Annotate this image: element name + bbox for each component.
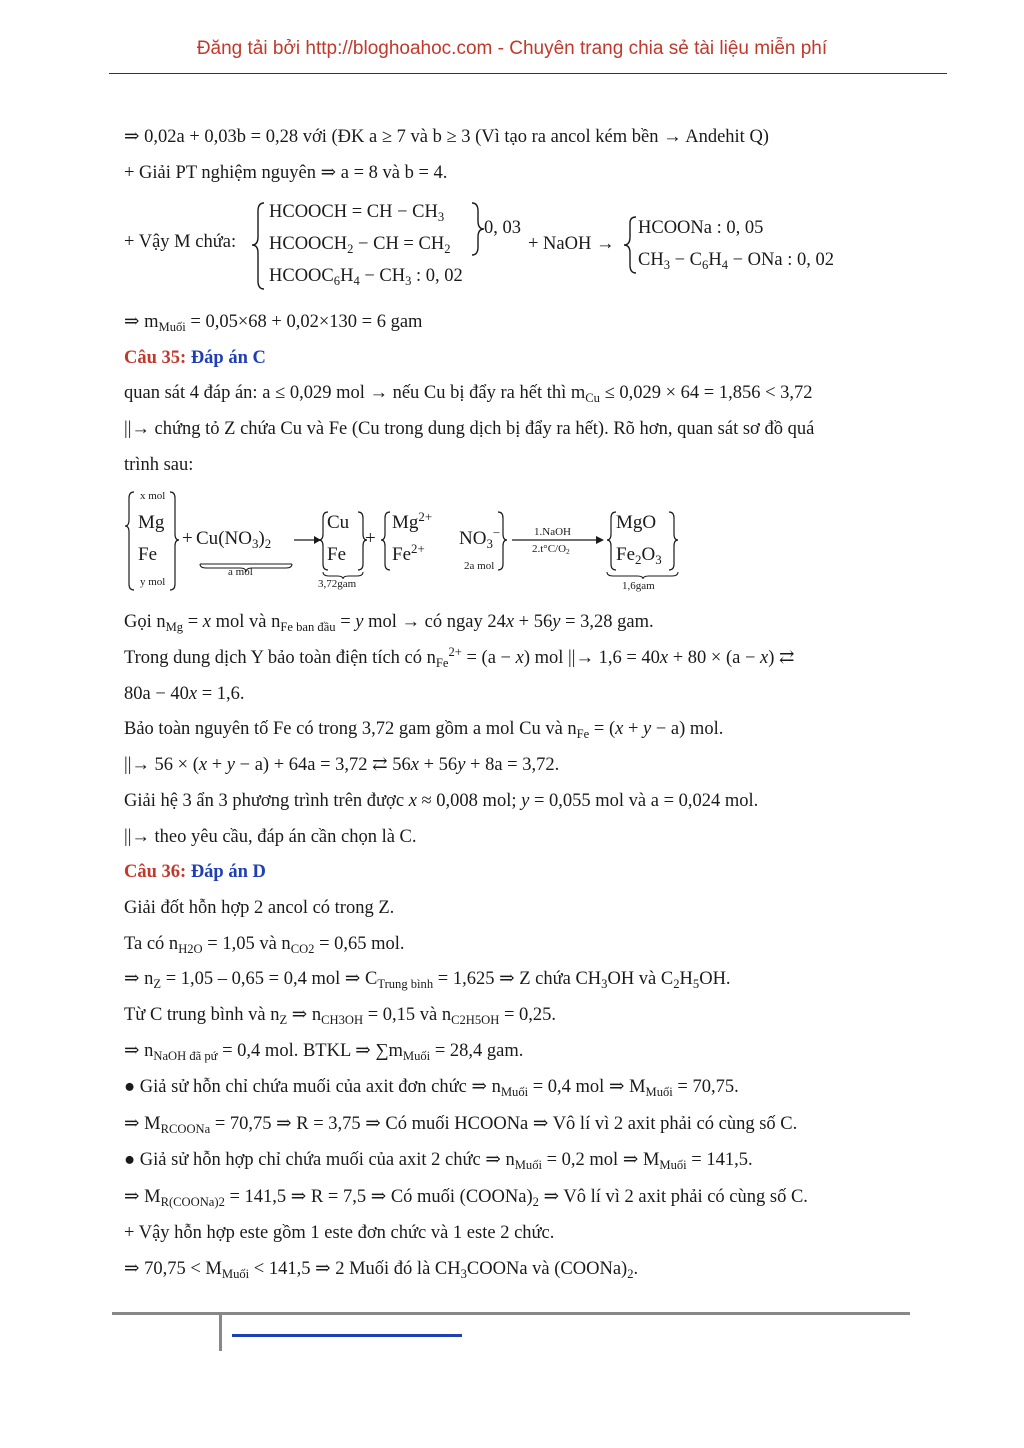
m-item-3-a: HCOOC — [269, 266, 334, 286]
q35-l4-y2: y — [552, 612, 561, 632]
q35-l5-sup: 2+ — [448, 645, 462, 660]
q36-l2-sub2: CO2 — [290, 941, 315, 956]
reaction-diagram — [124, 484, 694, 596]
q36-l5-a: ⇒ n — [124, 1041, 154, 1061]
q36-line-11 — [124, 1257, 638, 1281]
q35-l5-x2: x — [659, 648, 669, 668]
q34-line-2: + Giải PT nghiệm nguyên ⇒ a = 8 và b = 4. — [124, 163, 448, 183]
q34-line-1: ⇒ 0,02a + 0,03b = 0,28 với (ĐK a ≥ 7 và b ≥ 3 (Vì tạo ra ancol kém bền → Andehit Q) — [124, 127, 769, 147]
q36-l3-d: OH và C — [607, 969, 674, 989]
m-item-3-b: H — [340, 266, 354, 286]
m-item-1 — [269, 202, 444, 223]
product-fe2o3 — [616, 544, 662, 566]
q36-l3-c: = 1,625 ⇒ Z chứa CH — [433, 969, 602, 989]
q36-l11-c: COONa và (COONa) — [466, 1259, 628, 1279]
q35-l7-y: y — [643, 719, 652, 739]
product-2-sub3: 4 — [721, 257, 728, 272]
label-y-mol: y mol — [140, 576, 166, 588]
q36-l8-sub1: Muối — [514, 1157, 542, 1172]
label-3-72-gam: 3,72gam — [318, 578, 357, 590]
q35-l4-b: = — [183, 612, 203, 632]
m-item-3-sub3: 3 — [405, 273, 412, 288]
fe2-text: Fe — [392, 544, 411, 565]
footer-vertical-bar — [219, 1315, 222, 1351]
q35-line-9 — [124, 789, 758, 813]
q36-line-3 — [124, 967, 731, 991]
q36-l3-sub5: 5 — [692, 976, 700, 991]
q36-l9-a: ⇒ M — [124, 1187, 161, 1207]
mg2-text: Mg — [392, 512, 419, 533]
q36-l11-sub3: 2 — [627, 1266, 634, 1281]
q35-l4-y: y — [355, 612, 364, 632]
q35-l8-d: + 56 — [419, 755, 458, 775]
step-2-sub: 2 — [566, 547, 570, 557]
no3-ion-charge: − — [492, 524, 501, 540]
m-item-3-sub2: 4 — [353, 273, 360, 288]
q36-l2-a: Ta có n — [124, 934, 179, 954]
q35-l6-a: 80a − 40 — [124, 684, 189, 704]
no3-sub: 3 — [251, 535, 259, 551]
q36-l4-a: Từ C trung bình và n — [124, 1005, 280, 1025]
m-item-2-sub1: 2 — [347, 241, 354, 256]
footer-rule — [112, 1312, 910, 1315]
q35-l7-sub: Fe — [576, 726, 590, 741]
product-mgo: MgO — [616, 512, 657, 533]
reactant-fe: Fe — [138, 544, 157, 565]
q36-l11-a: ⇒ 70,75 < M — [124, 1259, 222, 1279]
q36-l4-d: = 0,25. — [499, 1005, 557, 1025]
q35-l5-a: Trong dung dịch Y bảo toàn điện tích có n — [124, 648, 436, 668]
no3-ion-text: NO — [459, 528, 487, 549]
q35-l9-a: Giải hệ 3 ẩn 3 phương trình trên được — [124, 791, 409, 811]
q35-l8-y2: y — [457, 755, 466, 775]
q35-line-2: ||→ chứng tỏ Z chứa Cu và Fe (Cu trong dung dịch bị đẩy ra hết). Rõ hơn, quan sát sơ đồ quá — [124, 419, 815, 439]
step-1-naoh: 1.NaOH — [534, 526, 571, 538]
q36-l3-f: OH. — [699, 969, 731, 989]
q35-l7-c: + — [623, 719, 644, 739]
q35-l8-x1: x — [198, 755, 208, 775]
q36-l4-sub2: CH3OH — [321, 1012, 364, 1027]
q36-l4-sub1: Z — [279, 1012, 288, 1027]
q35-l8-c: − a) + 64a = 3,72 ⇄ 56 — [235, 755, 411, 775]
header-text: Đăng tải bởi http://bloghoahoc.com - Chuyên trang chia sẻ tài liệu miễn phí — [196, 38, 828, 59]
q35-l5-b: = (a − — [461, 648, 516, 668]
fe2o3-sub1: 2 — [635, 551, 642, 567]
plus-2: + — [365, 528, 376, 549]
q36-l4-c: = 0,15 và n — [363, 1005, 452, 1025]
q35-l4-d: = — [335, 612, 356, 632]
q35-l5-c: ) mol ||→ 1,6 = 40 — [523, 648, 660, 668]
q35-l4-x2: x — [505, 612, 515, 632]
fe2o3-a: Fe — [616, 544, 635, 565]
m-item-3-c: − CH — [359, 266, 406, 286]
q35-l4-e: mol → có ngay 24 — [363, 612, 506, 632]
step-2-heat-o2 — [532, 543, 570, 555]
q36-l6-sub2: Muối — [645, 1084, 673, 1099]
q36-l8-sub2: Muối — [659, 1157, 687, 1172]
q36-l3-sub2: Trung bình — [377, 976, 434, 991]
ion-no3 — [459, 524, 501, 551]
q36-l11-d: . — [633, 1259, 639, 1279]
step-2-text: 2.t°C/O — [532, 543, 567, 555]
q36-line-10: + Vậy hỗn hợp este gồm 1 este đơn chức và 1 este 2 chức. — [124, 1223, 555, 1243]
q36-line-5 — [124, 1039, 523, 1063]
q35-line-6 — [124, 682, 245, 706]
q36-l8-a: ● Giả sử hỗn hợp chỉ chứa muối của axit 2 chức ⇒ n — [124, 1150, 515, 1170]
q35-l5-x1: x — [515, 648, 524, 668]
q35-l1-b: ≤ 0,029 × 64 = 1,856 < 3,72 — [599, 383, 813, 403]
q35-l7-x: x — [615, 719, 624, 739]
q36-l6-a: ● Giả sử hỗn chỉ chứa muối của axit đơn chức ⇒ n — [124, 1077, 501, 1097]
q36-l2-c: = 0,65 mol. — [314, 934, 405, 954]
q35-l1-sub: Cu — [585, 390, 600, 405]
q36-l5-b: = 0,4 mol. BTKL ⇒ ∑m — [217, 1041, 403, 1061]
plus-1: + — [182, 528, 193, 549]
q36-l7-b: = 70,75 ⇒ R = 3,75 ⇒ Có muối HCOONa ⇒ Vô lí vì 2 axit phải có cùng số C. — [210, 1114, 798, 1134]
q36-l11-sub1: Muối — [221, 1266, 250, 1281]
q34-result-a: ⇒ m — [124, 312, 159, 332]
q34-result-sub: Muối — [158, 319, 186, 334]
q35-l9-c: = 0,055 mol và a = 0,024 mol. — [529, 791, 759, 811]
footer-blue-line — [232, 1334, 462, 1337]
q36-l8-c: = 141,5. — [686, 1150, 753, 1170]
q36-l5-sub2: Muối — [402, 1048, 431, 1063]
q36-l7-sub: RCOONa — [160, 1121, 211, 1136]
q35-l4-x: x — [202, 612, 212, 632]
q36-line-4 — [124, 1003, 556, 1027]
m-item-3-sub1: 6 — [333, 273, 341, 288]
m-item-1-text: HCOOCH = CH − CH — [269, 202, 438, 222]
q36-line-9 — [124, 1185, 808, 1209]
page-header — [0, 38, 1024, 60]
m-item-2-a: HCOOCH — [269, 234, 348, 254]
q35-l4-c: mol và n — [211, 612, 281, 632]
q35-l9-y: y — [521, 791, 530, 811]
reagent-cu-no3: $Cu(NO_3)_2$ — [196, 528, 272, 551]
m-item-3-d: : 0, 02 — [411, 266, 463, 286]
mg2-charge: 2+ — [418, 508, 433, 524]
q35-line-5 — [124, 646, 795, 670]
no3-text: NO — [224, 528, 252, 549]
q35-line-4 — [124, 610, 654, 634]
q35-l6-x: x — [188, 684, 198, 704]
q36-l3-sub1: Z — [153, 976, 162, 991]
q36-line-6 — [124, 1075, 739, 1099]
q36-l3-e: H — [679, 969, 693, 989]
m-label: + Vậy M chứa: — [124, 232, 237, 252]
q35-l4-f: + 56 — [514, 612, 553, 632]
q35-l4-sub2: Fe ban đầu — [280, 619, 336, 634]
m-item-2-b: − CH = CH — [353, 234, 445, 254]
product-2-a: CH — [638, 250, 664, 270]
solid-cu: Cu — [327, 512, 350, 533]
cu-no3-sub: 2 — [264, 535, 272, 551]
q35-l8-x2: x — [410, 755, 419, 775]
q35-l1-a: quan sát 4 đáp án: a ≤ 0,029 mol → nếu Cu bị đẩy ra hết thì m — [124, 383, 586, 403]
ion-mg2 — [392, 508, 433, 534]
q35-line-10: ||→ theo yêu cầu, đáp án cần chọn là C. — [124, 827, 417, 847]
q36-l4-b: ⇒ n — [287, 1005, 322, 1025]
q36-l3-a: ⇒ n — [124, 969, 154, 989]
q36-line-8 — [124, 1148, 753, 1172]
q35-l5-sub: Fe — [435, 655, 449, 670]
q36-answer: Đáp án D — [190, 862, 266, 882]
no3-ion-sub: 3 — [486, 535, 493, 551]
q36-l8-b: = 0,2 mol ⇒ M — [541, 1150, 660, 1170]
product-2-b: − C — [670, 250, 703, 270]
q36-heading — [124, 860, 266, 884]
m-item-2 — [269, 234, 450, 255]
q36-l9-c: ⇒ Vô lí vì 2 axit phải có cùng số C. — [538, 1187, 808, 1207]
q36-l7-a: ⇒ M — [124, 1114, 161, 1134]
q36-l6-c: = 70,75. — [672, 1077, 739, 1097]
q35-answer: Đáp án C — [190, 348, 266, 368]
reactant-mg: Mg — [138, 512, 165, 533]
q36-l6-sub1: Muối — [500, 1084, 529, 1099]
product-2-d: − ONa : 0, 02 — [728, 250, 835, 270]
product-2-sub1: 3 — [663, 257, 670, 272]
q36-l9-sub1: R(COONa)2 — [160, 1194, 225, 1209]
q36-l5-c: = 28,4 gam. — [430, 1041, 524, 1061]
solid-fe: Fe — [327, 544, 346, 565]
header-rule — [109, 73, 947, 74]
fe2o3-b: O — [641, 544, 656, 565]
q35-line-8 — [124, 753, 559, 777]
m-group-value: 0, 03 — [484, 218, 521, 238]
q36-l6-b: = 0,4 mol ⇒ M — [528, 1077, 646, 1097]
q35-l5-x3: x — [760, 648, 769, 668]
q36-l11-sub2: 3 — [460, 1266, 467, 1281]
q36-l5-sub1: NaOH đã pứ — [153, 1048, 218, 1063]
cu-text: Cu — [196, 528, 219, 549]
q36-l3-b: = 1,05 – 0,65 = 0,4 mol ⇒ C — [161, 969, 378, 989]
m-item-3 — [269, 266, 463, 287]
q35-l8-a: ||→ 56 × ( — [124, 755, 199, 775]
product-2-c: H — [708, 250, 722, 270]
ion-fe2 — [392, 540, 425, 566]
q36-title: Câu 36: — [124, 862, 191, 882]
q35-l8-y1: y — [226, 755, 236, 775]
fe2-charge: 2+ — [411, 540, 425, 556]
q35-l9-x: x — [408, 791, 417, 811]
q36-line-7 — [124, 1112, 797, 1136]
product-1: HCOONa : 0, 05 — [638, 218, 764, 238]
q35-line-1 — [124, 381, 813, 405]
q35-l7-a: Bảo toàn nguyên tố Fe có trong 3,72 gam gồm a mol Cu và n — [124, 719, 577, 739]
q35-line-7 — [124, 717, 723, 741]
q36-l2-sub1: H2O — [178, 941, 203, 956]
q35-l4-g: = 3,28 gam. — [560, 612, 654, 632]
brace-graphics — [124, 197, 884, 297]
q35-line-3: trình sau: — [124, 455, 194, 475]
q35-l6-b: = 1,6. — [197, 684, 245, 704]
q36-l2-b: = 1,05 và n — [202, 934, 291, 954]
q36-l11-b: < 141,5 ⇒ 2 Muối đó là CH — [249, 1259, 461, 1279]
q35-title: Câu 35: — [124, 348, 191, 368]
q34-result-b: = 0,05×68 + 0,02×130 = 6 gam — [185, 312, 423, 332]
q36-l4-sub3: C2H5OH — [451, 1012, 500, 1027]
q36-line-1: Giải đốt hỗn hợp 2 ancol có trong Z. — [124, 898, 395, 918]
q35-l7-d: − a) mol. — [651, 719, 724, 739]
label-x-mol: x mol — [140, 490, 166, 502]
q36-l9-sub2: 2 — [532, 1194, 539, 1209]
q34-result — [124, 310, 422, 334]
q36-l3-sub3: 3 — [601, 976, 608, 991]
mixture-m-equation — [124, 197, 884, 297]
q35-l5-e: ) ⇄ — [768, 648, 795, 668]
m-item-2-sub2: 2 — [444, 241, 451, 256]
fe2o3-sub2: 3 — [655, 551, 662, 567]
m-item-1-sub: 3 — [437, 209, 445, 224]
label-1-6-gam: 1,6gam — [622, 580, 655, 592]
product-2 — [638, 250, 834, 271]
label-2a-mol: 2a mol — [464, 560, 495, 572]
q35-l9-b: ≈ 0,008 mol; — [416, 791, 522, 811]
q36-l9-b: = 141,5 ⇒ R = 7,5 ⇒ Có muối (COONa) — [224, 1187, 533, 1207]
q36-l3-sub4: 2 — [673, 976, 680, 991]
q36-line-2 — [124, 932, 405, 956]
q35-l8-b: + — [207, 755, 227, 775]
product-2-sub2: 6 — [702, 257, 709, 272]
q35-l8-e: + 8a = 3,72. — [465, 755, 560, 775]
label-a-mol: a mol — [228, 566, 253, 578]
q35-l7-b: = ( — [589, 719, 616, 739]
naoh-reagent: + NaOH → — [528, 234, 615, 254]
q35-l5-d: + 80 × (a − — [668, 648, 761, 668]
q35-l4-a: Gọi n — [124, 612, 166, 632]
q35-l4-sub1: Mg — [165, 619, 184, 634]
q35-heading — [124, 346, 266, 370]
